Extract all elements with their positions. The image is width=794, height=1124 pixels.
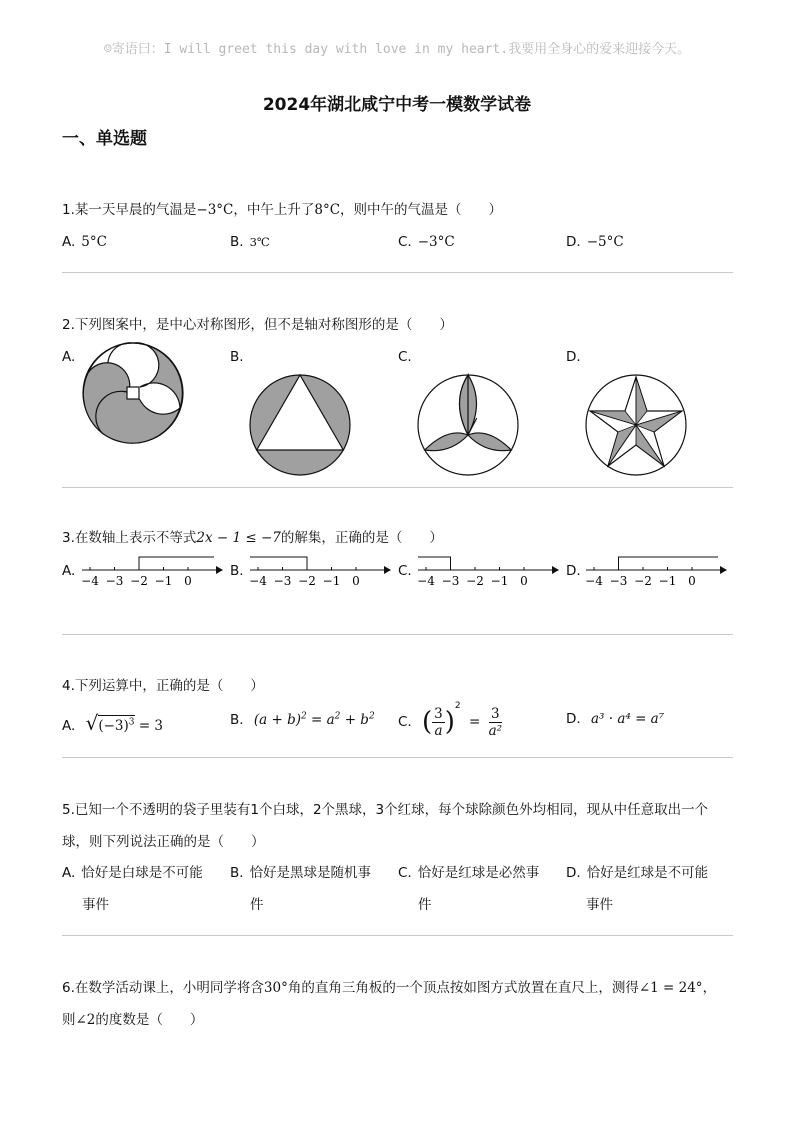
q6-text-a: 6.在数学活动课上，小明同学将含: [62, 980, 264, 996]
q5-line-1: 5.已知一个不透明的袋子里装有1个白球，2个黑球，3个红球，每个球除颜色外均相同，现从中任意取出一个: [62, 802, 709, 818]
solution-set-bracket: [418, 557, 451, 570]
q5-option-d[interactable]: [566, 857, 708, 921]
number-line-tick-label: 0: [688, 574, 696, 588]
q6-text-c: ，: [702, 980, 717, 996]
divider: [62, 487, 733, 488]
number-line-tick-label: −3: [273, 574, 292, 588]
number-line-tick-label: 0: [520, 574, 528, 588]
option-text-cont: 事件: [82, 897, 109, 913]
q3-number-line-d[interactable]: [584, 552, 729, 592]
q2-option-a-label[interactable]: A.: [62, 349, 76, 365]
question-3-stem: [62, 523, 443, 554]
q1-option-b[interactable]: [230, 234, 270, 250]
q5-option-c[interactable]: [398, 857, 539, 921]
q4-c-num: 3: [434, 705, 443, 722]
question-1-stem: [62, 195, 502, 226]
q3-inequality: 2x − 1 ≤ −7: [196, 530, 281, 546]
q4-b-rhs: = a: [311, 711, 335, 728]
number-line-tick-label: 0: [184, 574, 192, 588]
q6-text-e: 的度数是（ ）: [95, 1012, 204, 1028]
number-line-arrow: [216, 566, 223, 574]
q4-a-expr: $√(-3)^3 = 3$: [85, 711, 164, 735]
question-6-stem: [62, 972, 716, 1036]
q4-c-paren-left: (: [422, 707, 433, 737]
option-text: 恰好是黑球是随机事: [249, 865, 372, 881]
option-text: −5°C: [586, 234, 624, 250]
q4-b-exp3: 2: [368, 711, 375, 721]
q4-c-num2: 3: [489, 706, 502, 723]
option-label: B.: [230, 865, 244, 881]
q6-text-b: 角的直角三角板的一个顶点按如图方式放置在直尺上，测得: [287, 980, 639, 996]
option-label: C.: [398, 865, 412, 881]
option-text: 恰好是红球是必然事: [417, 865, 540, 881]
q4-b-exp: 2: [300, 711, 307, 721]
q2-option-c-label[interactable]: C.: [398, 349, 412, 365]
q4-option-d[interactable]: [566, 711, 664, 727]
q6-text-d: 则: [62, 1012, 76, 1028]
option-text: −3°C: [417, 234, 455, 250]
header-motto: ☺寄语曰：I will greet this day with love in my heart.我要用全身心的爱来迎接今天。: [103, 42, 691, 57]
q4-c-den: a: [434, 722, 443, 739]
q1-text-c: ，则中午的气温是（ ）: [340, 202, 503, 218]
q4-c-exp: 2: [454, 701, 461, 711]
number-line-tick-label: −4: [417, 574, 435, 588]
number-line-tick-label: −3: [441, 574, 460, 588]
option-label: A.: [62, 865, 76, 881]
q6-angle-2: ∠2: [75, 1012, 96, 1028]
q5-option-a[interactable]: [62, 857, 203, 921]
q6-angle-30: 30°: [263, 980, 288, 996]
q2-figure-b-triangle[interactable]: [247, 372, 353, 478]
q1-math-b: 8°C: [314, 202, 341, 218]
q5-option-b[interactable]: [230, 857, 371, 921]
q4-option-a[interactable]: [62, 711, 163, 735]
q4-c-fraction: [432, 706, 445, 739]
option-label: D.: [566, 711, 581, 727]
option-text-cont: 件: [418, 897, 432, 913]
number-line-tick-label: 0: [352, 574, 360, 588]
number-line-tick-label: −4: [81, 574, 99, 588]
option-label: A.: [62, 234, 76, 250]
q2-figure-a-spiral[interactable]: [80, 340, 186, 446]
q3-text-a: 3.在数轴上表示不等式: [62, 530, 197, 546]
q2-figure-c-petals[interactable]: [415, 372, 521, 478]
q3-option-d-label[interactable]: D.: [566, 563, 581, 579]
number-line-tick-label: −1: [658, 574, 677, 588]
q6-angle-1: ∠1 = 24°: [638, 980, 703, 996]
q4-a-rhs: = 3: [138, 718, 164, 734]
divider: [62, 935, 733, 936]
option-label: A.: [62, 718, 76, 734]
option-label: B.: [230, 234, 244, 250]
q4-option-b[interactable]: [230, 711, 375, 728]
q4-b-expr: [254, 712, 375, 728]
number-line-tick-label: −2: [466, 574, 484, 588]
option-text: 恰好是红球是不可能: [586, 865, 709, 881]
option-text: 恰好是白球是不可能: [81, 865, 203, 881]
q1-text-b: ，中午上升了: [233, 202, 315, 218]
number-line-tick-label: −2: [130, 574, 148, 588]
option-text: 5°C: [81, 234, 107, 250]
q4-option-c[interactable]: [398, 701, 502, 739]
divider: [62, 634, 733, 635]
option-label: C.: [398, 714, 412, 730]
option-label: B.: [230, 711, 244, 728]
option-label: D.: [566, 234, 581, 250]
q4-c-fraction-2: [489, 706, 502, 739]
number-line-arrow: [720, 566, 727, 574]
option-text: 3℃: [249, 235, 270, 249]
number-line-tick-label: −4: [249, 574, 267, 588]
number-line-tick-label: −3: [609, 574, 628, 588]
solution-set-bracket: [619, 557, 719, 570]
number-line-tick-label: −3: [105, 574, 124, 588]
q1-option-a[interactable]: [62, 234, 107, 250]
option-label: C.: [398, 234, 412, 250]
q1-math-a: −3°C: [196, 202, 234, 218]
q4-b-plus: + b: [340, 711, 369, 728]
number-line-arrow: [552, 566, 559, 574]
q2-option-d-label[interactable]: D.: [566, 349, 581, 365]
q1-option-d[interactable]: [566, 234, 624, 250]
option-text-cont: 件: [250, 897, 264, 913]
q3-text-b: 的解集，正确的是（ ）: [280, 530, 443, 546]
number-line-tick-label: −2: [634, 574, 652, 588]
q4-a-inner: (−3): [98, 718, 129, 734]
number-line-tick-label: −1: [322, 574, 341, 588]
q3-number-line-c[interactable]: [416, 552, 561, 592]
q4-a-exp: 3: [128, 717, 135, 728]
q3-number-line-a[interactable]: [80, 552, 225, 592]
number-line-tick-label: −4: [585, 574, 603, 588]
question-5-stem: [62, 794, 708, 858]
divider: [62, 272, 733, 273]
q4-b-exp2: 2: [334, 711, 341, 721]
number-line-tick-label: −1: [490, 574, 509, 588]
q4-c-eq: =: [468, 714, 481, 730]
page-title: 2024年湖北咸宁中考一模数学试卷: [262, 95, 532, 115]
q3-option-b-label[interactable]: B.: [230, 563, 244, 579]
number-line-tick-label: −1: [154, 574, 173, 588]
section-heading: 一、单选题: [62, 129, 147, 149]
q3-option-a-label[interactable]: A.: [62, 563, 76, 579]
q4-d-expr: a³ · a⁴ = a⁷: [590, 711, 665, 727]
q1-text-a: 1.某一天早晨的气温是: [62, 202, 197, 218]
q4-c-den2: a²: [488, 722, 503, 739]
number-line-arrow: [384, 566, 391, 574]
q4-c-paren-right: ): [444, 707, 455, 737]
q4-b-base: (a + b): [253, 711, 301, 728]
solution-set-bracket: [139, 557, 214, 570]
q2-figure-d-star[interactable]: [583, 372, 689, 478]
solution-set-bracket: [250, 557, 307, 570]
question-4-stem: 4.下列运算中，正确的是（ ）: [62, 678, 264, 694]
option-text-cont: 事件: [586, 897, 613, 913]
q1-option-c[interactable]: [398, 234, 455, 250]
q2-option-b-label[interactable]: B.: [230, 349, 244, 365]
q3-number-line-b[interactable]: [248, 552, 393, 592]
question-2-stem: 2.下列图案中，是中心对称图形，但不是轴对称图形的是（ ）: [62, 317, 453, 333]
number-line-tick-label: −2: [298, 574, 316, 588]
divider: [62, 757, 733, 758]
q3-option-c-label[interactable]: C.: [398, 563, 412, 579]
option-label: D.: [566, 865, 581, 881]
q5-line-2: 球，则下列说法正确的是（ ）: [62, 834, 265, 850]
